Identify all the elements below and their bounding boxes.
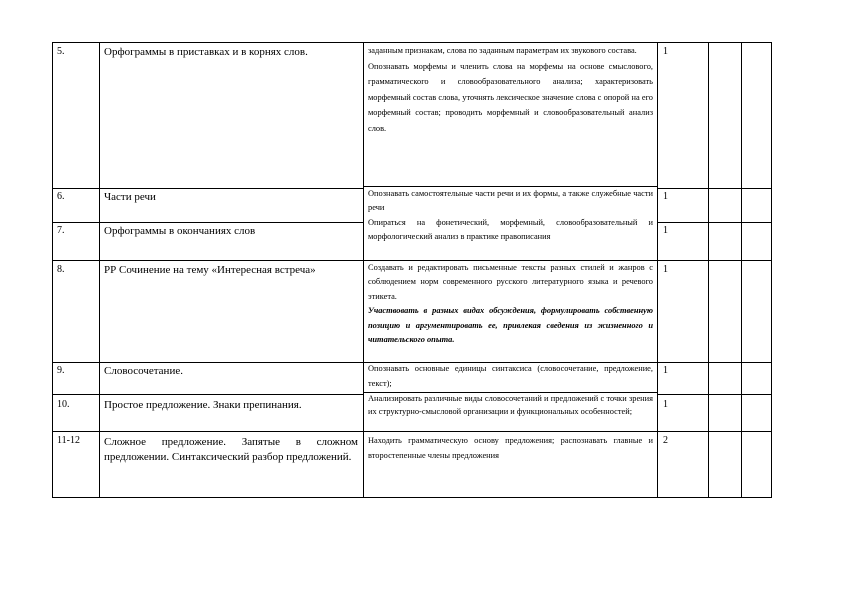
- description-text: заданным признакам, слова по заданным параметрам их звукового состава.: [368, 46, 637, 55]
- row-number: 8.: [57, 264, 65, 275]
- row-topic: Словосочетание.: [104, 365, 183, 377]
- row-hours: 2: [663, 435, 668, 446]
- description-text: Опираться на фонетический, морфемный, словообразовательный и морфологический анализ в практике правописания: [368, 218, 653, 241]
- row-number: 11-12: [57, 435, 80, 446]
- description-italic-text: Участвовать в разных видах обсуждения, формулировать собственную позицию и аргументировать ее, привлекая сведения из жизненного и читательского опыта.: [368, 306, 653, 345]
- row-hours: 1: [663, 365, 668, 376]
- row-hours: 1: [663, 225, 668, 236]
- row-hours: 1: [663, 399, 668, 410]
- row-topic: Простое предложение. Знаки препинания.: [104, 399, 302, 411]
- description-text: Анализировать различные виды словосочетаний и предложений с точки зрения их структурно-смысловой организации и функциональных особенностей;: [368, 394, 653, 416]
- row-number: 10.: [57, 399, 70, 410]
- row-topic: РР Сочинение на тему «Интересная встреча»: [104, 264, 316, 276]
- row-description: [368, 187, 653, 215]
- description-text: Опознавать морфемы и членить слова на морфемы на основе смыслового, грамматического и словообразовательного анализа; характеризовать морфемный состав слова, уточнять лексическое значение слова с опорой на его морфемный состав; проводить морфемный и словообразовательный анализ слов.: [368, 61, 653, 133]
- row-hours: 1: [663, 46, 668, 57]
- row-description: [368, 43, 653, 136]
- row-topic: Сложное предложение. Запятые в сложном предложении. Синтаксический разбор предложений.: [104, 436, 358, 463]
- row-number: 6.: [57, 191, 65, 202]
- description-text: Опознавать самостоятельные части речи и их формы, а также служебные части речи: [368, 189, 653, 212]
- row-description: [368, 362, 653, 391]
- row-description: [368, 393, 653, 419]
- description-text: Находить грамматическую основу предложения; распознавать главные и второстепенные члены предложения: [368, 436, 653, 460]
- row-description: [368, 216, 653, 244]
- row-hours: 1: [663, 264, 668, 275]
- row-topic: Орфограммы в приставках и в корнях слов.: [104, 46, 308, 58]
- row-topic: Орфограммы в окончаниях слов: [104, 225, 256, 237]
- row-description: [368, 433, 653, 463]
- row-number: 5.: [57, 46, 65, 57]
- row-hours: 1: [663, 191, 668, 202]
- row-topic: Части речи: [104, 191, 156, 203]
- description-text: Опознавать основные единицы синтаксиса (словосочетание, предложение, текст);: [368, 364, 653, 388]
- row-number: 9.: [57, 365, 65, 376]
- row-description: [368, 261, 653, 347]
- description-text: Создавать и редактировать письменные тексты разных стилей и жанров с соблюдением норм современного русского литературного языка и речевого этикета.: [368, 263, 653, 301]
- row-number: 7.: [57, 225, 65, 236]
